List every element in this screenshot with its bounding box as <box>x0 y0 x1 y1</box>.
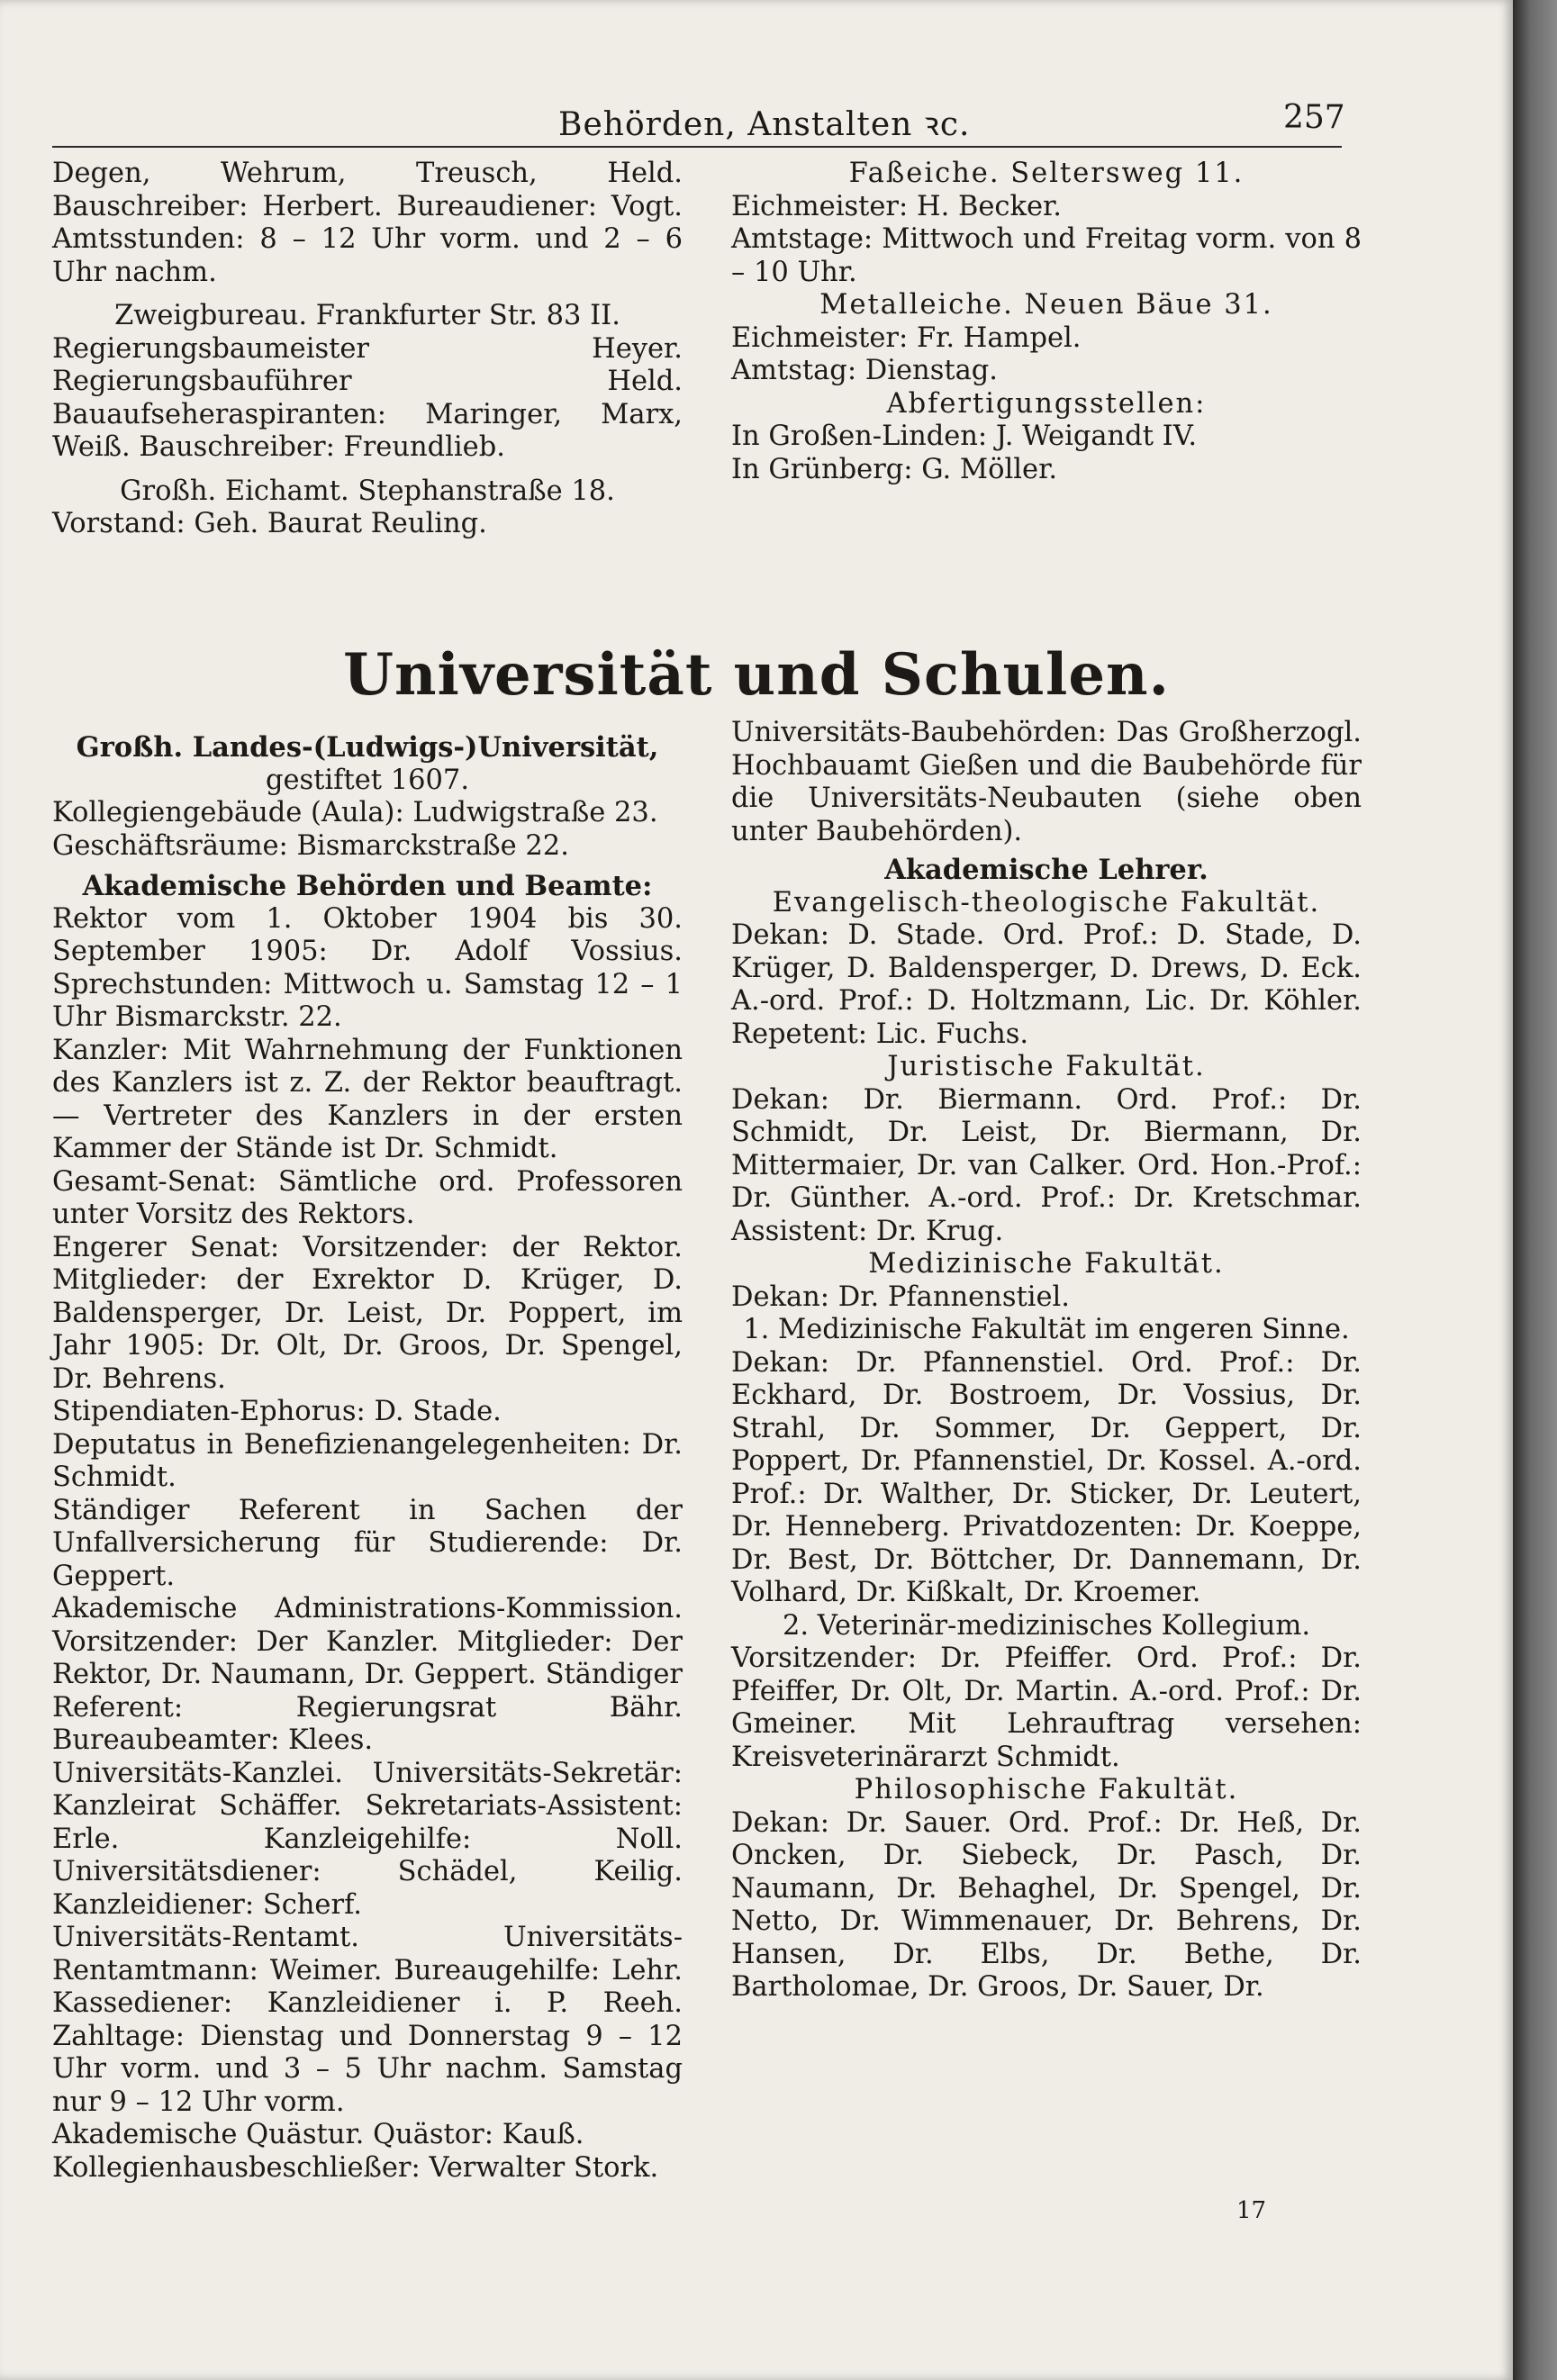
subheading: Großh. Eichamt. Stephanstraße 18. <box>120 475 615 507</box>
paragraph: Eichmeister: H. Becker. <box>731 190 1062 222</box>
paragraph: Akademische Quästur. Quästor: Kauß. <box>52 2119 584 2150</box>
right-column-top <box>731 158 1362 486</box>
page-number: 257 <box>1283 99 1345 136</box>
paragraph: Degen, Wehrum, Treusch, Held. Bauschreiber: Herbert. Bureaudiener: Vogt. Amtsstunden: 8 – 12 Uhr vorm. und 2 – 6 Uhr nachm. <box>52 158 683 288</box>
paragraph: In Großen-Linden: J. Weigandt IV. <box>731 421 1198 452</box>
paragraph: Dekan: Dr. Biermann. Ord. Prof.: Dr. Schmidt, Dr. Leist, Dr. Biermann, Dr. Mittermaier, Dr. van Calker. Ord. Hon.-Prof.: Dr. Günther. A.-ord. Prof.: Dr. Kretschmar. Assistent: Dr. Krug. <box>731 1083 1362 1247</box>
paragraph: Akademische Administrations-Kommission. Vorsitzender: Der Kanzler. Mitglieder: Der Rektor, Dr. Naumann, Dr. Geppert. Ständiger Referent: Regierungsrat Bähr. Bureaubeamter: Klees. <box>52 1593 683 1756</box>
book-edge <box>1513 0 1557 2380</box>
paragraph: Dekan: Dr. Pfannenstiel. Ord. Prof.: Dr. Eckhard, Dr. Bostroem, Dr. Vossius, Dr. Strahl, Dr. Sommer, Dr. Geppert, Dr. Poppert, Dr. Pfannenstiel, Dr. Kossel. A.-ord. Prof.: Dr. Walther, Dr. Sticker, Dr. Leutert, Dr. Henneberg. Privatdozenten: Dr. Koeppe, Dr. Best, Dr. Böttcher, Dr. Dannemann, Dr. Volhard, Dr. Kißkalt, Dr. Kroemer. <box>731 1346 1362 1608</box>
faculty-heading: Evangelisch-theologische Fakultät. <box>772 886 1321 919</box>
right-column-main <box>731 717 1362 2004</box>
subheading: Faßeiche. Seltersweg 11. <box>848 158 1245 189</box>
subheading: Metalleiche. Neuen Bäue 31. <box>819 289 1273 321</box>
running-header <box>0 101 1513 146</box>
signature-mark: 17 <box>1236 2197 1267 2224</box>
paragraph: Eichmeister: Fr. Hampel. <box>731 321 1082 354</box>
faculty-heading: Juristische Fakultät. <box>887 1051 1206 1082</box>
header-title: Behörden, Anstalten ꝛc. <box>558 106 971 143</box>
paragraph: Kanzler: Mit Wahrnehmung der Funktionen des Kanzlers ist z. Z. der Rektor beauftragt. — Vertreter des Kanzlers in der ersten Kammer der Stände ist Dr. Schmidt. <box>52 1034 683 1164</box>
founding-line: gestiftet 1607. <box>265 764 470 796</box>
left-column-top <box>52 158 683 541</box>
faculty-subheading: 1. Medizinische Fakultät im engeren Sinne. <box>743 1314 1350 1345</box>
paragraph: Dekan: D. Stade. Ord. Prof.: D. Stade, D. Krüger, D. Baldensperger, D. Drews, D. Eck. A.-ord. Prof.: D. Holtzmann, Lic. Dr. Köhler. Repetent: Lic. Fuchs. <box>731 919 1362 1050</box>
paragraph: Universitäts-Baubehörden: Das Großherzogl. Hochbauamt Gießen und die Baubehörde für die Universitäts-Neubauten (siehe oben unter Baubehörden). <box>731 717 1362 847</box>
faculty-subheading: 2. Veterinär-medizinisches Kollegium. <box>782 1609 1311 1642</box>
paragraph: Gesamt-Senat: Sämtliche ord. Professoren unter Vorsitz des Rektors. <box>52 1165 683 1230</box>
paragraph: Engerer Senat: Vorsitzender: der Rektor. Mitglieder: der Exrektor D. Krüger, D. Baldensperger, Dr. Leist, Dr. Poppert, im Jahr 1905: Dr. Olt, Dr. Groos, Dr. Spengel, Dr. Behrens. <box>52 1231 683 1395</box>
paragraph: Vorsitzender: Dr. Pfeiffer. Ord. Prof.: Dr. Pfeiffer, Dr. Olt, Dr. Martin. A.-ord. Prof.: Dr. Gmeiner. Mit Lehrauftrag versehen: Kreisveterinärarzt Schmidt. <box>731 1642 1362 1773</box>
subheading: Abfertigungsstellen: <box>886 387 1207 420</box>
paragraph: Geschäftsräume: Bismarckstraße 22. <box>52 829 569 862</box>
faculty-heading: Philosophische Fakultät. <box>854 1774 1239 1805</box>
paragraph: Amtstage: Mittwoch und Freitag vorm. von 8 – 10 Uhr. <box>731 223 1362 288</box>
paragraph: Deputatus in Benefizienangelegenheiten: Dr. Schmidt. <box>52 1428 683 1493</box>
subheading: Zweigbureau. Frankfurter Str. 83 II. <box>114 300 620 331</box>
paragraph: Kollegienhausbeschließer: Verwalter Stork. <box>52 2151 659 2184</box>
paragraph: Kollegiengebäude (Aula): Ludwigstraße 23. <box>52 797 658 828</box>
subheading: Akademische Lehrer. <box>884 854 1208 886</box>
paragraph: Universitäts-Kanzlei. Universitäts-Sekretär: Kanzleirat Schäffer. Sekretariats-Assistent: Erle. Kanzleigehilfe: Noll. Universitätsdiener: Schädel, Keilig. Kanzleidiener: Scherf. <box>52 1757 683 1921</box>
paragraph: Stipendiaten-Ephorus: D. Stade. <box>52 1396 502 1427</box>
paragraph: Dekan: Dr. Sauer. Ord. Prof.: Dr. Heß, Dr. Oncken, Dr. Siebeck, Dr. Pasch, Dr. Naumann, Dr. Behaghel, Dr. Spengel, Dr. Netto, Dr. Wimmenauer, Dr. Behrens, Dr. Hansen, Dr. Elbs, Dr. Bethe, Dr. Bartholomae, Dr. Groos, Dr. Sauer, Dr. <box>731 1806 1362 2003</box>
paragraph: Vorstand: Geh. Baurat Reuling. <box>52 508 487 539</box>
left-column-main <box>52 731 683 2185</box>
paragraph: Rektor vom 1. Oktober 1904 bis 30. September 1905: Dr. Adolf Vossius. Sprechstunden: Mittwoch u. Samstag 12 – 1 Uhr Bismarckstr. 22. <box>52 902 683 1033</box>
paragraph: Regierungsbaumeister Heyer. Regierungsbauführer Held. Bauaufseheraspiranten: Maringer, Marx, Weiß. Bauschreiber: Freundlieb. <box>52 332 683 463</box>
faculty-heading: Medizinische Fakultät. <box>868 1248 1225 1280</box>
paragraph: Amtstag: Dienstag. <box>731 355 999 386</box>
subheading: Akademische Behörden und Beamte: <box>82 870 653 902</box>
university-name: Großh. Landes-(Ludwigs-)Universität, <box>76 731 659 764</box>
paragraph: Ständiger Referent in Sachen der Unfallversicherung für Studierende: Dr. Geppert. <box>52 1494 683 1592</box>
paragraph: Dekan: Dr. Pfannenstiel. <box>731 1280 1070 1313</box>
section-title: Universität und Schulen. <box>343 641 1170 709</box>
paragraph: Universitäts-Rentamt. Universitäts-Rentamtmann: Weimer. Bureaugehilfe: Lehr. Kassediener: Kanzleidiener i. P. Reeh. Zahltage: Dienstag und Donnerstag 9 – 12 Uhr vorm. und 3 – 5 Uhr nachm. Samstag nur 9 – 12 Uhr vorm. <box>52 1922 683 2118</box>
header-rule <box>52 146 1342 148</box>
paragraph: In Grünberg: G. Möller. <box>731 453 1058 485</box>
